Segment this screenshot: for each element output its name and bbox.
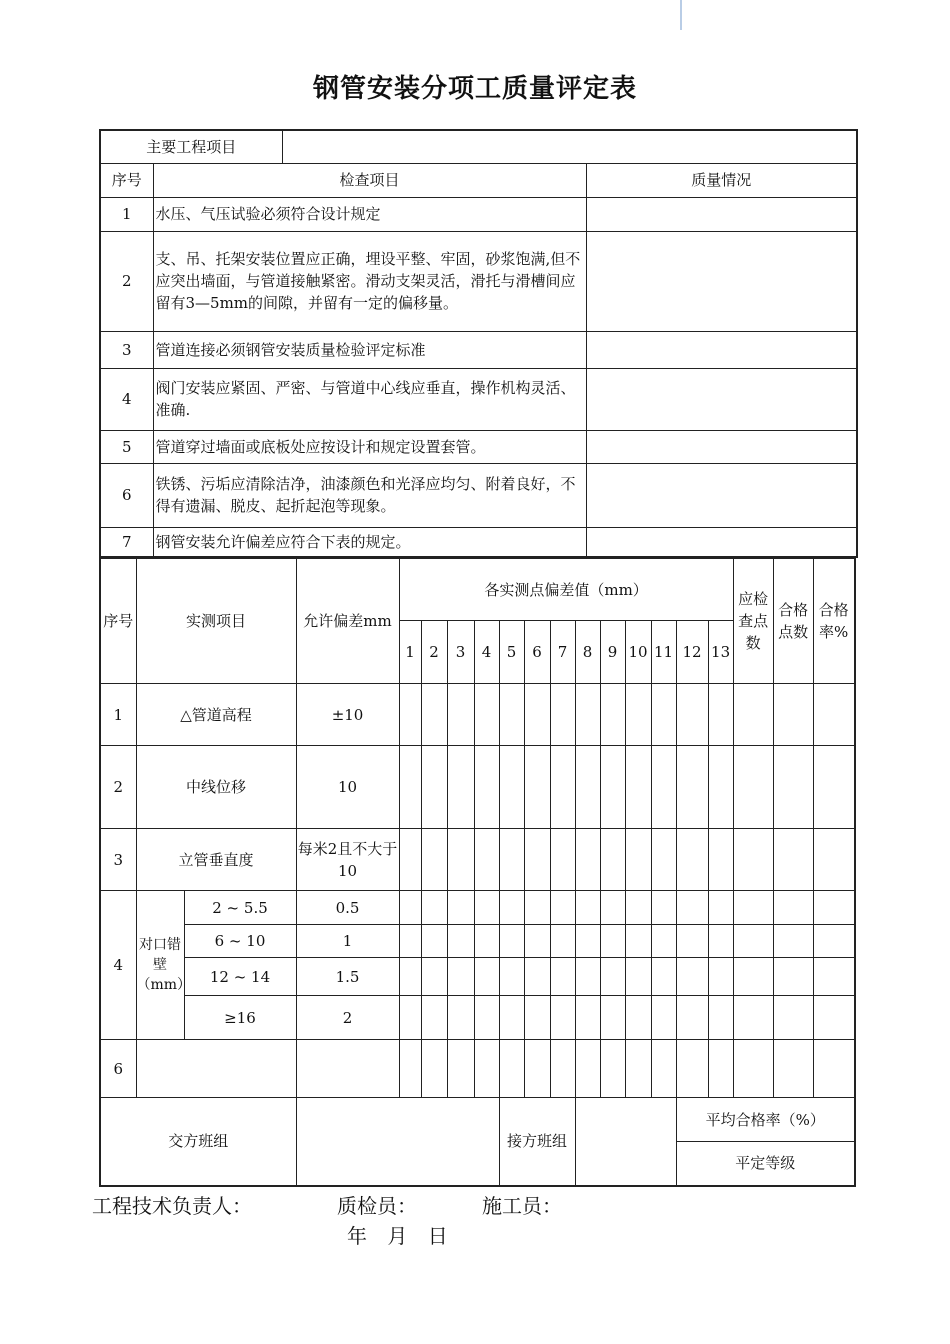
point-value-cell[interactable] [447,746,474,829]
pass-rate-cell[interactable] [813,1040,854,1098]
table-row [100,829,855,891]
misalign-range: 2 ~ 5.5 [184,891,296,925]
point-value-cell[interactable] [447,684,474,746]
point-value-cell[interactable] [625,891,651,925]
misalign-tolerance: 1.5 [296,958,399,996]
col-no-header: 序号 [100,163,153,197]
point-value-cell[interactable] [575,829,600,891]
pass-points-cell[interactable] [773,958,813,996]
point-value-cell[interactable] [550,891,575,925]
point-header: 4 [474,621,499,684]
point-value-cell[interactable] [421,996,447,1040]
point-header: 3 [447,621,474,684]
inspection-table [99,129,858,558]
main-project-label: 主要工程项目 [100,130,282,163]
main-project-value[interactable] [282,130,857,163]
pass-rate-cell[interactable] [813,746,854,829]
m-row-no: 6 [100,1040,136,1098]
grade-label: 平定等级 [676,1142,855,1186]
point-header: 5 [499,621,524,684]
point-value-cell[interactable] [625,746,651,829]
m-row-no: 3 [100,829,136,891]
quality-cell[interactable] [586,331,857,368]
point-value-cell[interactable] [399,891,421,925]
pass-points-cell[interactable] [773,829,813,891]
point-value-cell[interactable] [676,684,708,746]
pass-points-cell[interactable] [773,1040,813,1098]
avg-rate-label: 平均合格率（%） [676,1098,855,1142]
point-value-cell[interactable] [676,996,708,1040]
point-value-cell[interactable] [524,746,550,829]
table-row [100,197,857,231]
constructor-label: 施工员： [482,1194,562,1218]
row-text: 支、吊、托架安装位置应正确，埋设平整、牢固，砂浆饱满,但不应突出墙面，与管道接触紧密。滑动支架灵活，滑托与滑槽间应留有3—5mm的间隙，并留有一定的偏移量。 [153,231,586,331]
point-value-cell[interactable] [550,925,575,958]
row-text: 管道穿过墙面或底板处应按设计和规定设置套管。 [153,430,586,463]
m-row-item: △管道高程 [136,684,296,746]
quality-cell[interactable] [586,368,857,430]
point-value-cell[interactable] [447,996,474,1040]
pass-points-cell[interactable] [773,925,813,958]
table-row [100,368,857,430]
table-row [100,925,855,958]
point-value-cell[interactable] [651,996,676,1040]
point-value-cell[interactable] [447,891,474,925]
pass-points-cell[interactable] [773,891,813,925]
point-value-cell[interactable] [447,925,474,958]
point-value-cell[interactable] [575,1040,600,1098]
point-value-cell[interactable] [708,746,733,829]
point-value-cell[interactable] [421,829,447,891]
point-header: 7 [550,621,575,684]
m-row-tolerance[interactable] [296,1040,399,1098]
m-row-tolerance: 每米2且不大于10 [296,829,399,891]
point-value-cell[interactable] [399,958,421,996]
m-row-no: 4 [100,891,136,1040]
m-row-tolerance: ±10 [296,684,399,746]
row-text: 钢管安装允许偏差应符合下表的规定。 [153,527,586,557]
point-value-cell[interactable] [499,829,524,891]
point-value-cell[interactable] [499,746,524,829]
point-value-cell[interactable] [600,925,625,958]
should-check-cell[interactable] [733,891,773,925]
point-value-cell[interactable] [651,925,676,958]
row-no: 7 [100,527,153,557]
point-value-cell[interactable] [474,1040,499,1098]
table-row [100,684,855,746]
point-value-cell[interactable] [447,829,474,891]
point-value-cell[interactable] [499,1040,524,1098]
point-value-cell[interactable] [447,958,474,996]
m-points-group-header: 各实测点偏差值（mm） [399,559,733,621]
should-check-cell[interactable] [733,684,773,746]
point-value-cell[interactable] [651,746,676,829]
point-value-cell[interactable] [625,996,651,1040]
should-check-cell[interactable] [733,1040,773,1098]
point-value-cell[interactable] [524,958,550,996]
point-header: 9 [600,621,625,684]
point-value-cell[interactable] [651,891,676,925]
quality-cell[interactable] [586,197,857,231]
point-value-cell[interactable] [550,684,575,746]
point-header: 1 [399,621,421,684]
pass-rate-cell[interactable] [813,684,854,746]
corner-mark [680,0,682,30]
point-value-cell[interactable] [550,996,575,1040]
point-value-cell[interactable] [600,684,625,746]
pass-rate-cell[interactable] [813,829,854,891]
should-check-cell[interactable] [733,958,773,996]
table-row [100,746,855,829]
point-value-cell[interactable] [524,684,550,746]
receiver-label: 接方班组 [499,1098,575,1186]
point-value-cell[interactable] [499,958,524,996]
point-value-cell[interactable] [474,958,499,996]
row-no: 6 [100,463,153,527]
point-value-cell[interactable] [399,1040,421,1098]
point-value-cell[interactable] [600,996,625,1040]
should-check-cell[interactable] [733,925,773,958]
point-value-cell[interactable] [651,1040,676,1098]
pass-rate-cell[interactable] [813,996,854,1040]
point-value-cell[interactable] [447,1040,474,1098]
row-text: 阀门安装应紧固、严密、与管道中心线应垂直，操作机构灵活、准确. [153,368,586,430]
point-value-cell[interactable] [499,925,524,958]
misalign-tolerance: 2 [296,996,399,1040]
row-text: 管道连接必须钢管安装质量检验评定标准 [153,331,586,368]
col-quality-header: 质量情况 [586,163,857,197]
table-row [100,996,855,1040]
point-header: 10 [625,621,651,684]
point-value-cell[interactable] [575,996,600,1040]
point-value-cell[interactable] [600,746,625,829]
point-value-cell[interactable] [399,746,421,829]
point-value-cell[interactable] [676,958,708,996]
point-header: 2 [421,621,447,684]
receiver-value[interactable] [575,1098,676,1186]
misalign-tolerance: 1 [296,925,399,958]
row-text: 水压、气压试验必须符合设计规定 [153,197,586,231]
misalign-label: 对口错壁（mm） [136,891,184,1040]
point-value-cell[interactable] [625,925,651,958]
point-value-cell[interactable] [499,891,524,925]
point-value-cell[interactable] [421,746,447,829]
table-row [100,430,857,463]
point-value-cell[interactable] [600,829,625,891]
point-value-cell[interactable] [474,996,499,1040]
misalign-range: 12 ~ 14 [184,958,296,996]
point-value-cell[interactable] [708,925,733,958]
point-value-cell[interactable] [600,1040,625,1098]
pass-rate-cell[interactable] [813,925,854,958]
point-value-cell[interactable] [676,746,708,829]
row-no: 1 [100,197,153,231]
point-value-cell[interactable] [625,958,651,996]
point-value-cell[interactable] [524,1040,550,1098]
misalign-range: ≥16 [184,996,296,1040]
point-value-cell[interactable] [524,829,550,891]
m-row-item: 中线位移 [136,746,296,829]
measurement-table [99,558,856,1187]
point-value-cell[interactable] [575,925,600,958]
should-check-cell[interactable] [733,829,773,891]
point-value-cell[interactable] [600,958,625,996]
misalign-tolerance: 0.5 [296,891,399,925]
point-value-cell[interactable] [676,891,708,925]
point-value-cell[interactable] [550,1040,575,1098]
row-no: 2 [100,231,153,331]
point-value-cell[interactable] [550,829,575,891]
table-row [100,958,855,996]
point-value-cell[interactable] [676,925,708,958]
point-value-cell[interactable] [575,891,600,925]
point-value-cell[interactable] [550,958,575,996]
point-value-cell[interactable] [625,1040,651,1098]
point-value-cell[interactable] [399,829,421,891]
pass-points-cell[interactable] [773,996,813,1040]
point-value-cell[interactable] [524,996,550,1040]
page-title: 钢管安装分项工质量评定表 [312,74,637,104]
point-value-cell[interactable] [421,958,447,996]
m-row-no: 2 [100,746,136,829]
point-value-cell[interactable] [575,684,600,746]
point-value-cell[interactable] [651,684,676,746]
pass-points-cell[interactable] [773,746,813,829]
point-value-cell[interactable] [625,684,651,746]
m-should-check-header: 应检查点数 [733,559,773,684]
quality-cell[interactable] [586,430,857,463]
should-check-cell[interactable] [733,746,773,829]
point-value-cell[interactable] [524,891,550,925]
quality-cell[interactable] [586,463,857,527]
handover-label: 交方班组 [100,1098,296,1186]
point-value-cell[interactable] [708,1040,733,1098]
point-value-cell[interactable] [524,925,550,958]
row-text: 铁锈、污垢应清除洁净，油漆颜色和光泽应均匀、附着良好，不得有遗漏、脱皮、起折起泡等现象。 [153,463,586,527]
point-header: 8 [575,621,600,684]
pass-rate-cell[interactable] [813,891,854,925]
point-value-cell[interactable] [676,829,708,891]
point-value-cell[interactable] [421,891,447,925]
handover-value[interactable] [296,1098,499,1186]
point-value-cell[interactable] [499,684,524,746]
point-header: 13 [708,621,733,684]
table-row [100,891,855,925]
point-value-cell[interactable] [399,925,421,958]
quality-cell[interactable] [586,527,857,557]
m-pass-rate-header: 合格率% [813,559,854,684]
table-row [100,331,857,368]
date-line: 年 月 日 [347,1224,448,1248]
m-row-item[interactable] [136,1040,296,1098]
point-value-cell[interactable] [651,958,676,996]
point-value-cell[interactable] [575,746,600,829]
quality-cell[interactable] [586,231,857,331]
point-value-cell[interactable] [708,996,733,1040]
point-value-cell[interactable] [625,829,651,891]
point-value-cell[interactable] [399,684,421,746]
point-value-cell[interactable] [575,958,600,996]
m-col-item-header: 实测项目 [136,559,296,684]
point-header: 12 [676,621,708,684]
m-pass-points-header: 合格点数 [773,559,813,684]
m-row-no: 1 [100,684,136,746]
pass-points-cell[interactable] [773,684,813,746]
m-col-tolerance-header: 允许偏差mm [296,559,399,684]
point-value-cell[interactable] [474,925,499,958]
table-row [100,231,857,331]
point-value-cell[interactable] [651,829,676,891]
table-row [100,527,857,557]
point-value-cell[interactable] [421,1040,447,1098]
footer-signatures [92,1190,562,1219]
pass-rate-cell[interactable] [813,958,854,996]
row-no: 4 [100,368,153,430]
m-row-tolerance: 10 [296,746,399,829]
point-value-cell[interactable] [474,684,499,746]
point-value-cell[interactable] [600,891,625,925]
point-header: 6 [524,621,550,684]
point-value-cell[interactable] [708,958,733,996]
m-row-item: 立管垂直度 [136,829,296,891]
table-row [100,1040,855,1098]
point-header: 11 [651,621,676,684]
row-no: 5 [100,430,153,463]
point-value-cell[interactable] [474,891,499,925]
row-no: 3 [100,331,153,368]
point-value-cell[interactable] [421,684,447,746]
col-item-header: 检查项目 [153,163,586,197]
inspector-label: 质检员： [337,1194,417,1218]
m-col-no-header: 序号 [100,559,136,684]
point-value-cell[interactable] [474,746,499,829]
should-check-cell[interactable] [733,996,773,1040]
point-value-cell[interactable] [550,746,575,829]
point-value-cell[interactable] [708,684,733,746]
point-value-cell[interactable] [421,925,447,958]
table-row [100,463,857,527]
point-value-cell[interactable] [499,996,524,1040]
point-value-cell[interactable] [474,829,499,891]
point-value-cell[interactable] [676,1040,708,1098]
point-value-cell[interactable] [708,891,733,925]
misalign-range: 6 ~ 10 [184,925,296,958]
point-value-cell[interactable] [399,996,421,1040]
point-value-cell[interactable] [708,829,733,891]
tech-lead-label: 工程技术负责人： [92,1194,252,1218]
